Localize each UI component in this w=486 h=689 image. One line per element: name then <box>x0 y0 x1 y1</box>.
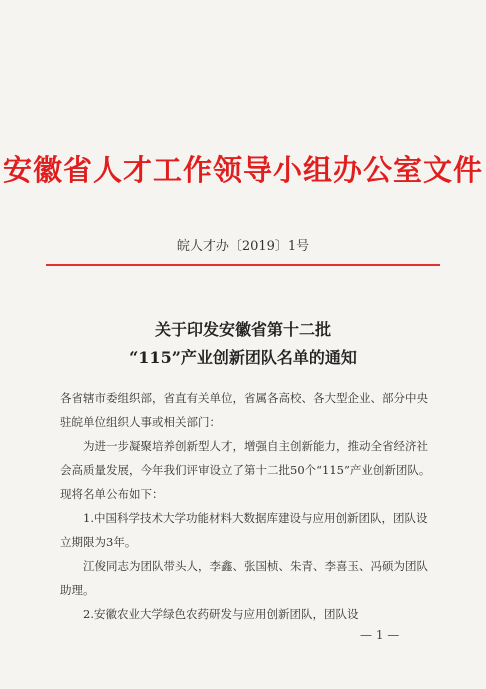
document-body <box>60 386 432 626</box>
document-number: 皖人才办〔2019〕1号 <box>176 239 310 254</box>
page-number: — 1 — <box>360 628 400 642</box>
addressee: 各省辖市委组织部，省直有关单位，省属各高校、各大型企业、部分中央驻皖单位组织人事或相关部门： <box>60 391 428 429</box>
list-item-1-members: 江俊同志为团队带头人，李鑫、张国桢、朱青、李喜玉、冯硕为团队助理。 <box>60 559 428 597</box>
body-paragraph: 为进一步凝聚培养创新型人才，增强自主创新能力，推动全省经济社会高质量发展，今年我们评审设立了第十二批50个“115”产业创新团队。现将名单公布如下： <box>60 439 431 501</box>
issuer-title: 安徽省人才工作领导小组办公室文件 <box>2 153 483 187</box>
notice-title-line-1: 关于印发安徽省第十二批 <box>154 320 331 339</box>
red-divider <box>46 264 440 266</box>
list-item-2: 2.安徽农业大学绿色农药研发与应用创新团队，团队设 <box>83 607 359 621</box>
notice-title <box>0 316 486 372</box>
notice-title-line-2: “115”产业创新团队名单的通知 <box>129 348 357 367</box>
list-item-1: 1.中国科学技术大学功能材料大数据库建设与应用创新团队，团队设立期限为3年。 <box>60 511 428 549</box>
